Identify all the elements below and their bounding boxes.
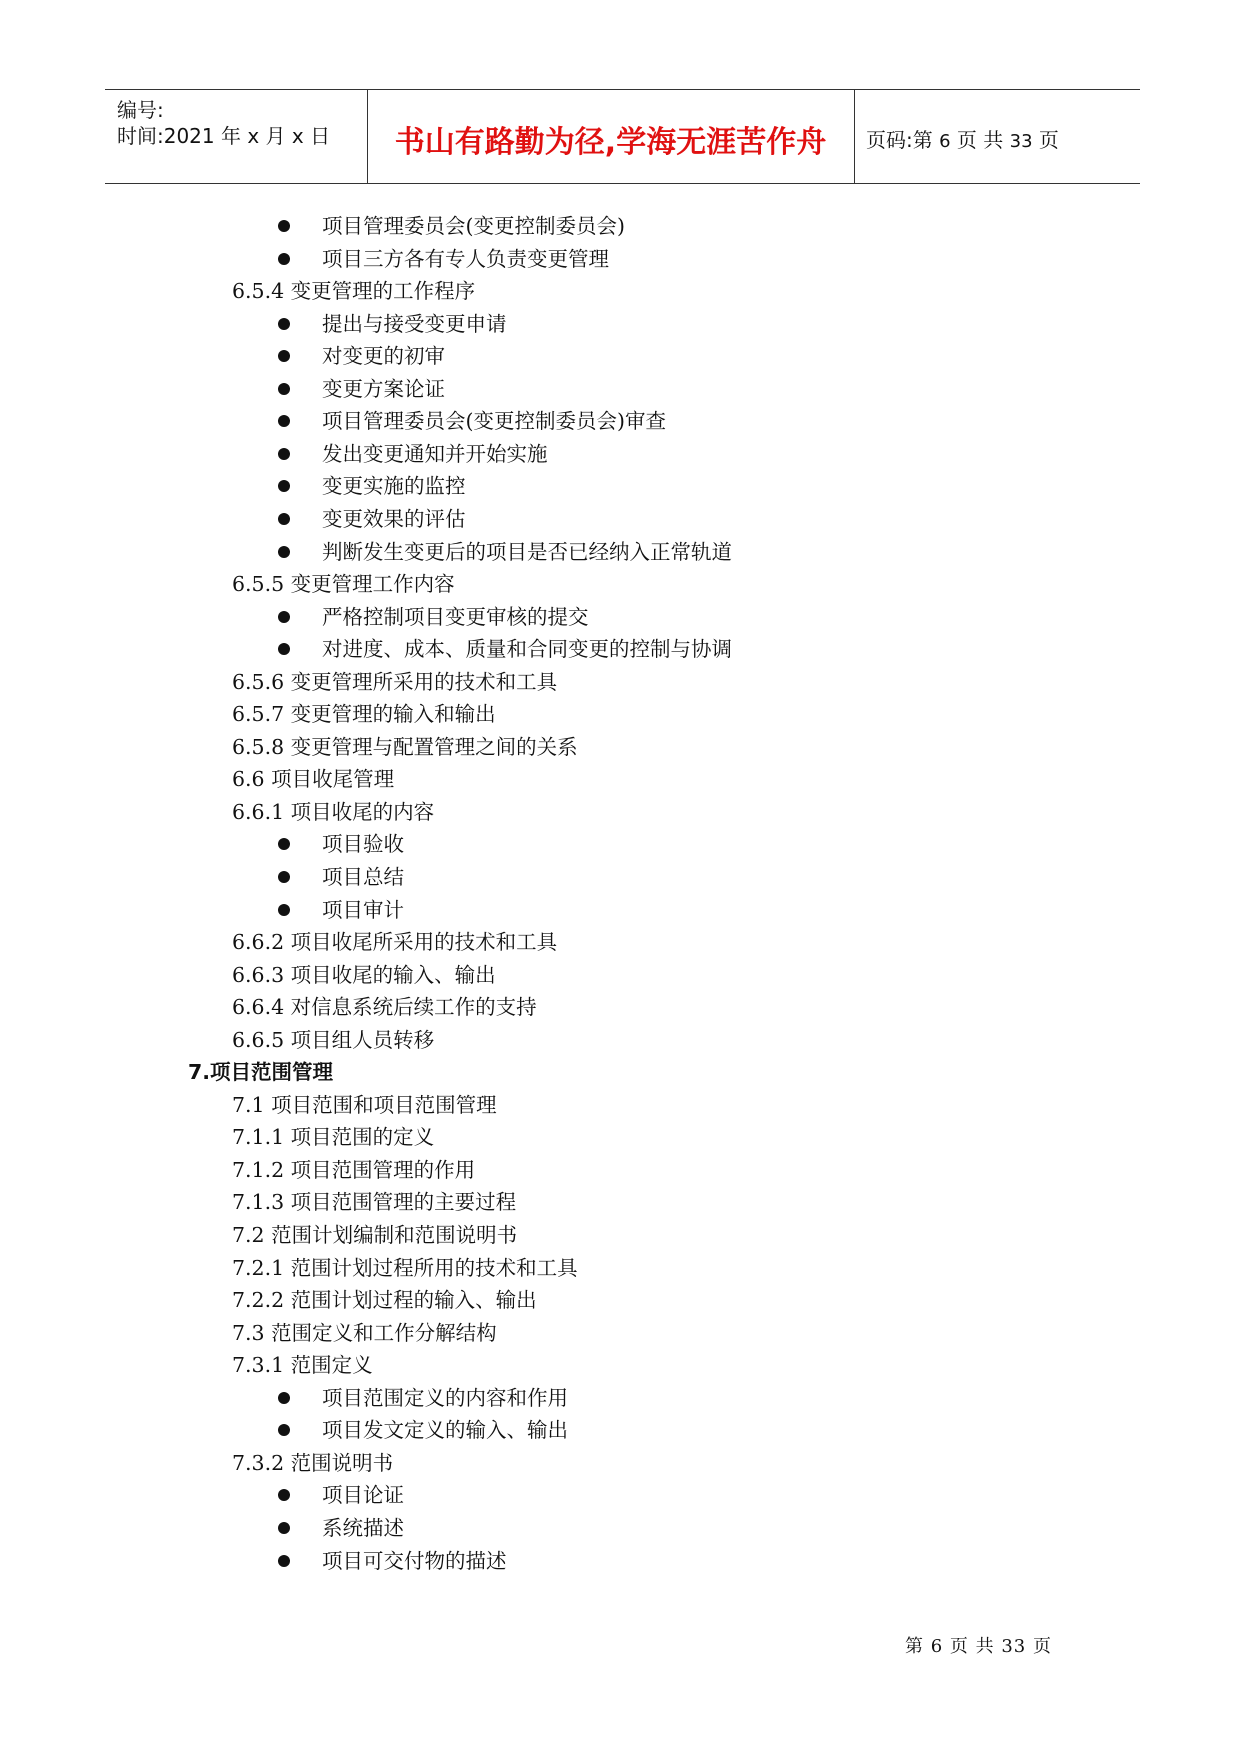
section-heading	[232, 796, 434, 828]
bullet-item	[322, 405, 666, 437]
bullet-item	[322, 861, 404, 893]
section-heading	[232, 275, 475, 307]
line-text: 6.5.8 变更管理与配置管理之间的关系	[232, 735, 578, 759]
bullet-dot-icon	[278, 350, 290, 362]
bullet-item	[322, 1382, 568, 1414]
line-text: 7.3.2 范围说明书	[232, 1451, 394, 1475]
line-text: 7.1.2 项目范围管理的作用	[232, 1158, 476, 1182]
bullet-dot-icon	[278, 513, 290, 525]
bullet-item	[322, 373, 445, 405]
line-text: 对进度、成本、质量和合同变更的控制与协调	[322, 637, 732, 661]
bullet-item	[322, 894, 404, 926]
line-text: 项目审计	[322, 898, 404, 922]
line-text: 项目可交付物的描述	[322, 1549, 507, 1573]
bullet-dot-icon	[278, 611, 290, 623]
line-text: 对变更的初审	[322, 344, 445, 368]
bullet-item	[322, 633, 732, 665]
section-heading	[232, 666, 557, 698]
header-motto: 书山有路勤为径,学海无涯苦作舟	[394, 125, 827, 160]
bullet-dot-icon	[278, 546, 290, 558]
page-footer: 第 6 页 共 33 页	[905, 1636, 1052, 1657]
bullet-item	[322, 1512, 404, 1544]
line-text: 6.6.5 项目组人员转移	[232, 1028, 435, 1052]
section-heading	[232, 1284, 537, 1316]
line-text: 6.5.6 变更管理所采用的技术和工具	[232, 670, 558, 694]
section-heading	[232, 731, 578, 763]
line-text: 7.1.3 项目范围管理的主要过程	[232, 1190, 517, 1214]
section-heading	[232, 698, 496, 730]
line-text: 6.5.4 变更管理的工作程序	[232, 279, 476, 303]
section-heading	[232, 1024, 434, 1056]
section-heading	[232, 1219, 517, 1251]
bullet-dot-icon	[278, 838, 290, 850]
section-heading	[232, 926, 557, 958]
line-text: 系统描述	[322, 1516, 404, 1540]
bullet-item	[322, 210, 625, 242]
line-text: 项目总结	[322, 865, 404, 889]
section-heading	[232, 959, 496, 991]
bullet-dot-icon	[278, 220, 290, 232]
bullet-dot-icon	[278, 871, 290, 883]
line-text: 6.6 项目收尾管理	[232, 767, 395, 791]
line-text: 6.5.7 变更管理的输入和输出	[232, 702, 496, 726]
line-text: 7.1 项目范围和项目范围管理	[232, 1093, 497, 1117]
bullet-dot-icon	[278, 643, 290, 655]
line-text: 项目管理委员会(变更控制委员会)审查	[322, 409, 666, 433]
bullet-dot-icon	[278, 448, 290, 460]
bullet-dot-icon	[278, 480, 290, 492]
bullet-item	[322, 503, 466, 535]
line-text: 变更实施的监控	[322, 474, 466, 498]
document-number-label: 编号:	[117, 98, 164, 122]
bullet-item	[322, 438, 548, 470]
line-text: 7.1.1 项目范围的定义	[232, 1125, 435, 1149]
section-heading	[232, 1447, 393, 1479]
bullet-item	[322, 601, 589, 633]
section-heading	[232, 1089, 497, 1121]
line-text: 项目验收	[322, 832, 404, 856]
line-text: 7.2 范围计划编制和范围说明书	[232, 1223, 518, 1247]
line-text: 6.6.1 项目收尾的内容	[232, 800, 435, 824]
line-text: 变更效果的评估	[322, 507, 466, 531]
line-text: 7.项目范围管理	[188, 1060, 334, 1084]
bullet-item	[322, 308, 507, 340]
section-heading	[232, 991, 537, 1023]
header-motto-cell	[367, 90, 855, 183]
bullet-item	[322, 828, 404, 860]
bullet-item	[322, 340, 445, 372]
bullet-dot-icon	[278, 415, 290, 427]
line-text: 6.6.4 对信息系统后续工作的支持	[232, 995, 537, 1019]
header-meta-cell	[105, 90, 368, 183]
section-heading	[232, 1349, 373, 1381]
bullet-item	[322, 243, 609, 275]
bullet-dot-icon	[278, 253, 290, 265]
line-text: 项目范围定义的内容和作用	[322, 1386, 568, 1410]
section-heading	[232, 568, 455, 600]
page-suffix: 页	[1038, 128, 1059, 152]
bullet-dot-icon	[278, 1489, 290, 1501]
line-text: 项目论证	[322, 1483, 404, 1507]
header-page-number	[866, 124, 1059, 153]
line-text: 严格控制项目变更审核的提交	[322, 605, 589, 629]
line-text: 判断发生变更后的项目是否已经纳入正常轨道	[322, 540, 732, 564]
bullet-dot-icon	[278, 383, 290, 395]
page-header	[105, 89, 1140, 184]
document-time-label: 时间:2021 年 x 月 x 日	[117, 124, 331, 148]
bullet-item	[322, 1414, 568, 1446]
line-text: 6.6.3 项目收尾的输入、输出	[232, 963, 496, 987]
line-text: 项目发文定义的输入、输出	[322, 1418, 568, 1442]
line-text: 7.3.1 范围定义	[232, 1353, 373, 1377]
line-text: 6.5.5 变更管理工作内容	[232, 572, 455, 596]
section-heading	[232, 763, 394, 795]
header-page-cell	[854, 90, 1140, 183]
bullet-item	[322, 1479, 404, 1511]
line-text: 7.3 范围定义和工作分解结构	[232, 1321, 497, 1345]
line-text: 发出变更通知并开始实施	[322, 442, 548, 466]
line-text: 6.6.2 项目收尾所采用的技术和工具	[232, 930, 558, 954]
bullet-dot-icon	[278, 1555, 290, 1567]
bullet-dot-icon	[278, 318, 290, 330]
bullet-dot-icon	[278, 1392, 290, 1404]
section-heading	[232, 1154, 475, 1186]
bullet-item	[322, 536, 732, 568]
page-mid: 页 共	[956, 128, 1004, 152]
line-text: 项目三方各有专人负责变更管理	[322, 247, 609, 271]
line-text: 变更方案论证	[322, 377, 445, 401]
bullet-item	[322, 470, 466, 502]
line-text: 提出与接受变更申请	[322, 312, 507, 336]
section-heading	[232, 1317, 497, 1349]
line-text: 7.2.2 范围计划过程的输入、输出	[232, 1288, 537, 1312]
page-total: 33	[1009, 131, 1033, 152]
bullet-dot-icon	[278, 1522, 290, 1534]
line-text: 项目管理委员会(变更控制委员会)	[322, 214, 625, 238]
page-prefix: 页码:第	[866, 128, 933, 152]
page-current: 6	[939, 131, 951, 152]
bullet-dot-icon	[278, 1424, 290, 1436]
bullet-item	[322, 1545, 507, 1577]
chapter-heading	[188, 1056, 333, 1088]
section-heading	[232, 1121, 434, 1153]
section-heading	[232, 1252, 578, 1284]
line-text: 7.2.1 范围计划过程所用的技术和工具	[232, 1256, 578, 1280]
bullet-dot-icon	[278, 904, 290, 916]
section-heading	[232, 1186, 516, 1218]
